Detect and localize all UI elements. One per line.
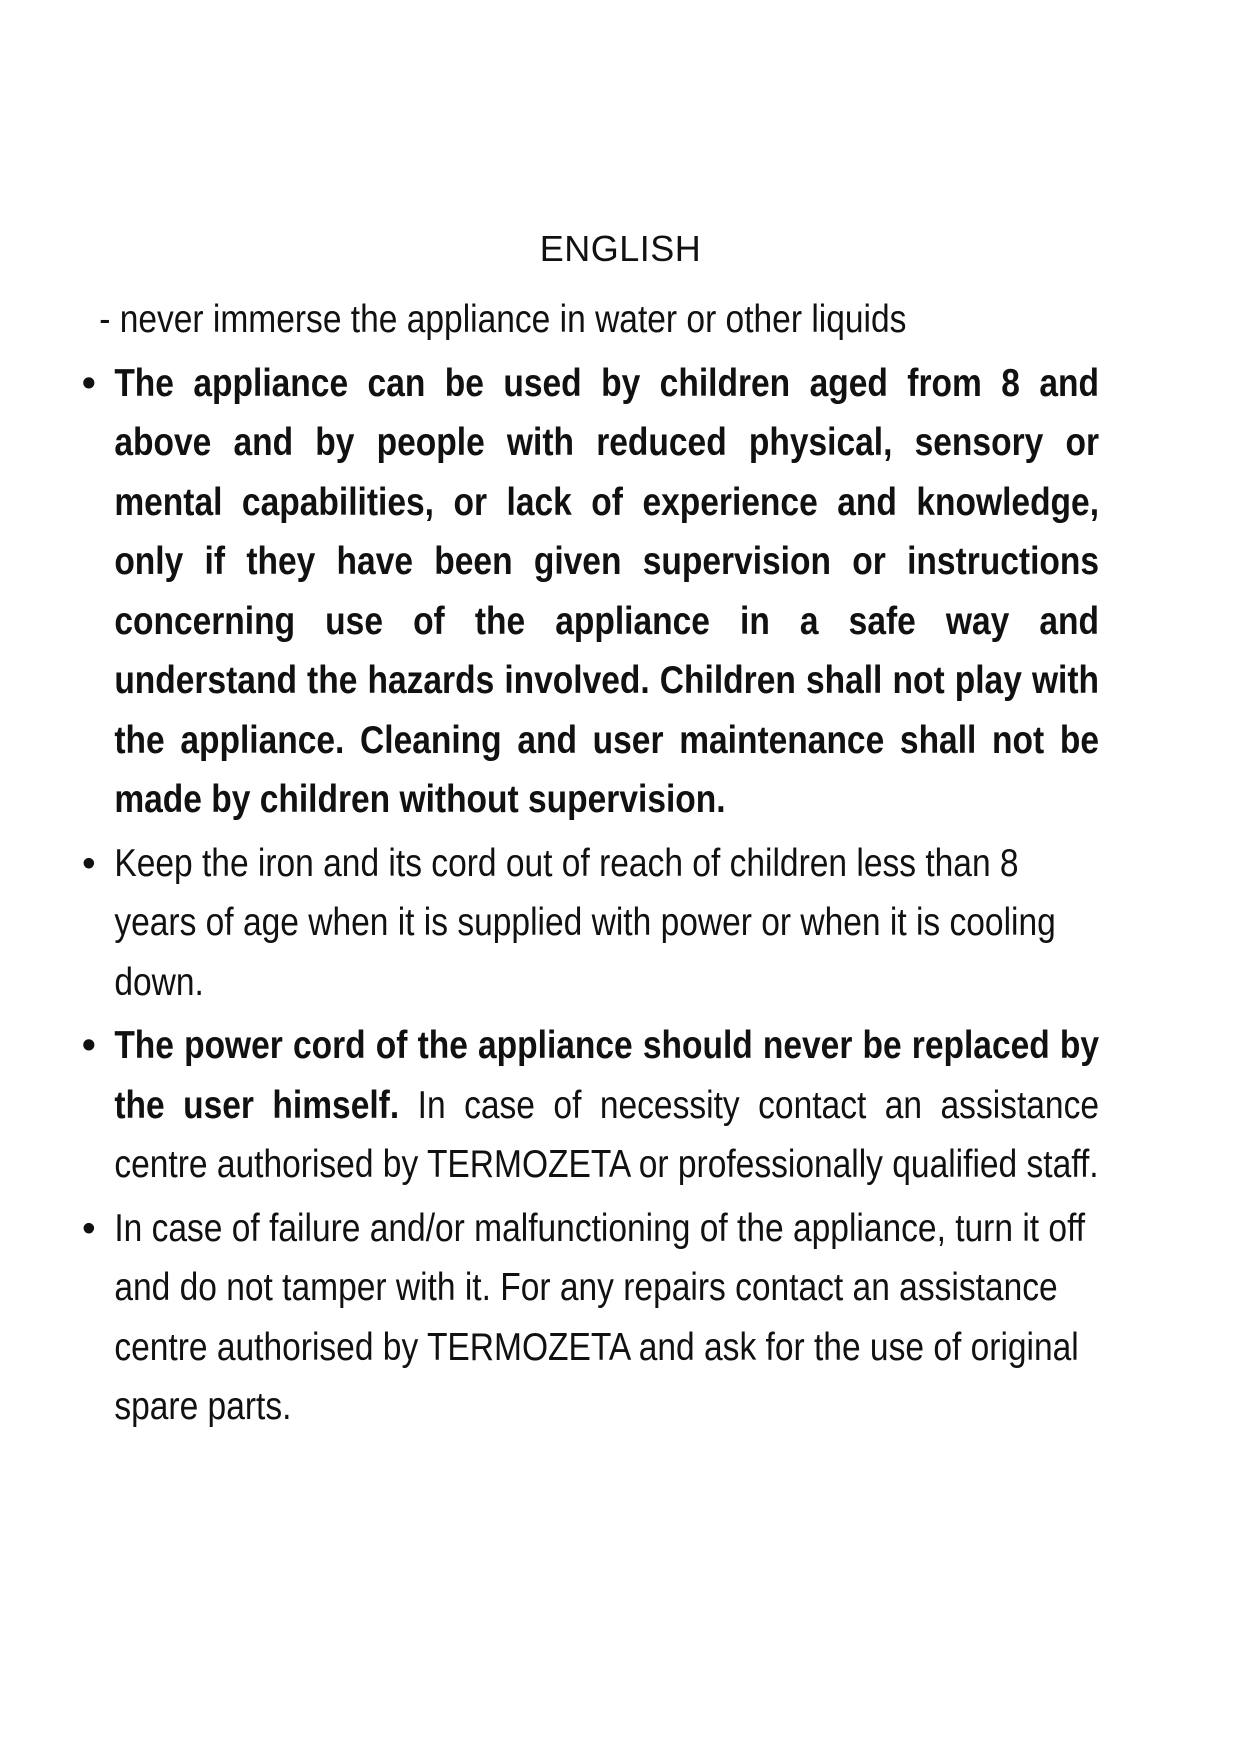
language-heading: ENGLISH — [539, 228, 702, 269]
dash-item-immerse: - never immerse the appliance in water or other liquids — [99, 298, 907, 341]
bullet-failure — [82, 1199, 1172, 1437]
bullet-normal-text: Keep the iron and its cord out of reach of children less than 8 years of age when it is supplied with power or when it is cooling down. — [114, 841, 1056, 1004]
bullet-dot: • — [82, 361, 96, 405]
bullet-bold-text: The appliance can be used by children aged from 8 and above and by people with reduced physical, sensory or mental capabilities, or lack of experience and knowledge, only if they have been given supervision or instructions concerning use of the appliance in a safe way and understand the hazards involved. Children shall not play with the appliance. Cleaning and user maintenance shall not be made by children without supervision. — [114, 361, 1100, 821]
bullet-children-supervision — [82, 354, 1172, 830]
bullet-normal-text: In case of failure and/or malfunctioning of the appliance, turn it off and do not tamper with it. For any repairs contact an assistance centre authorised by TERMOZETA and ask for the use of original spare parts. — [114, 1206, 1086, 1428]
bullet-power-cord — [82, 1016, 1172, 1195]
bullet-keep-out-of-reach — [82, 834, 1172, 1013]
bullet-dot: • — [82, 1024, 96, 1067]
safety-instructions — [82, 290, 1172, 1437]
bullet-dot: • — [82, 1206, 96, 1250]
bullet-normal-text: In case of necessity contact an assistance centre authorised by TERMOZETA or professionally qualified staff. — [114, 1083, 1100, 1186]
bullet-bold-text: The power cord of the appliance should never be replaced by the user himself. — [114, 1024, 1100, 1127]
bullet-dot: • — [82, 841, 96, 885]
